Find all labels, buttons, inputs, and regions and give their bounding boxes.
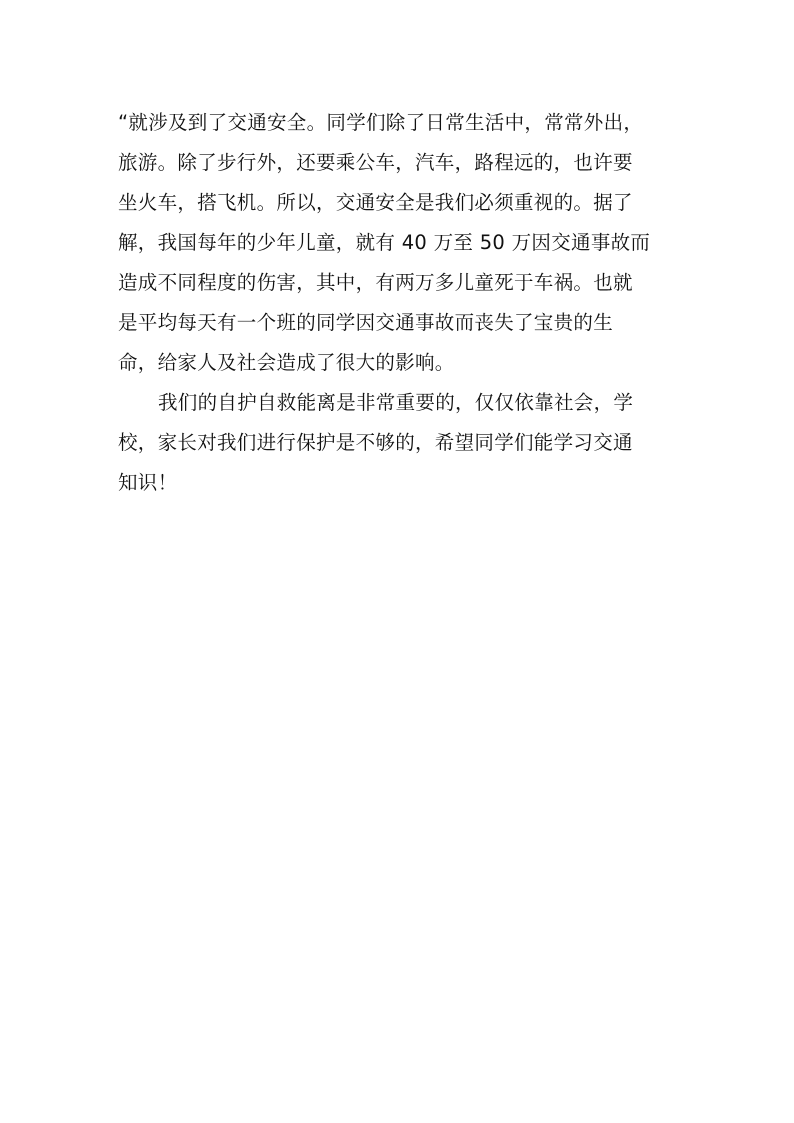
paragraph-2-line: 知识！ bbox=[118, 471, 178, 494]
paragraph-1-line: 解，我国每年的少年儿童，就有 40 万至 50 万因交通事故而 bbox=[118, 231, 651, 254]
paragraph-2-line: 校，家长对我们进行保护是不够的，希望同学们能学习交通 bbox=[118, 431, 633, 454]
paragraph-1-line: 旅游。除了步行外，还要乘公车，汽车，路程远的，也许要 bbox=[118, 151, 633, 174]
paragraph-1-line: 命，给家人及社会造成了很大的影响。 bbox=[118, 351, 455, 374]
paragraph-1-line: “就涉及到了交通安全。同学们除了日常生活中，常常外出， bbox=[118, 111, 644, 134]
paragraph-1-line: 是平均每天有一个班的同学因交通事故而丧失了宝贵的生 bbox=[118, 311, 614, 334]
paragraph-1-line: 造成不同程度的伤害，其中，有两万多儿童死于车祸。也就 bbox=[118, 271, 633, 294]
document-body bbox=[118, 103, 678, 503]
paragraph-1-line: 坐火车，搭飞机。所以，交通安全是我们必须重视的。据了 bbox=[118, 191, 633, 214]
paragraph-2-line: 我们的自护自救能离是非常重要的，仅仅依靠社会，学 bbox=[158, 391, 634, 414]
